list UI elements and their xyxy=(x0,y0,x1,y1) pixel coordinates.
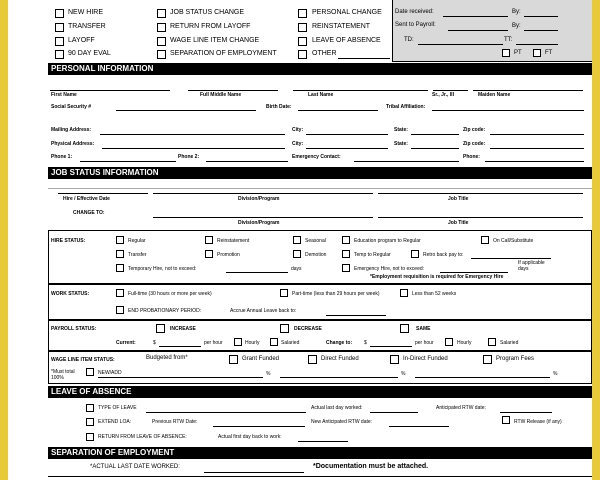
return-from-leave-label: RETURN FROM LEAVE OF ABSENCE: xyxy=(98,434,187,440)
change-pay-line[interactable] xyxy=(370,346,412,347)
wage-line-status-label: WAGE LINE ITEM STATUS: xyxy=(51,357,115,363)
actual-last-day-label: Actual last day worked: xyxy=(311,405,363,411)
previous-rtw-label: Previous RTW Date: xyxy=(152,419,198,425)
phone1-label: Phone 1: xyxy=(51,154,73,160)
current-per-hour-label: per hour xyxy=(204,340,223,346)
personal-change-label: PERSONAL CHANGE xyxy=(312,9,382,16)
job-status-change-label: JOB STATUS CHANGE xyxy=(170,9,245,16)
pct-label-3: % xyxy=(553,371,558,377)
mailing-address-line[interactable] xyxy=(100,134,285,135)
full-time-checkbox[interactable] xyxy=(116,289,124,297)
first-name-label: First Name xyxy=(51,92,77,98)
increase-checkbox[interactable] xyxy=(156,324,165,333)
type-of-leave-line[interactable] xyxy=(146,412,306,413)
demotion-label: Demotion xyxy=(305,252,327,258)
type-of-leave-checkbox[interactable] xyxy=(86,404,94,412)
ft-label: FT xyxy=(545,50,553,56)
leave-of-absence-header: LEAVE OF ABSENCE xyxy=(48,386,592,398)
pt-checkbox[interactable] xyxy=(502,49,510,57)
last-name-line[interactable] xyxy=(293,90,428,91)
payroll-status-box xyxy=(48,320,592,351)
reinstatement-hire-label: Reinstatement xyxy=(217,238,250,244)
change-division-line[interactable] xyxy=(153,217,373,218)
work-status-box xyxy=(48,284,592,320)
type-of-leave-label: TYPE OF LEAVE xyxy=(98,405,137,411)
same-label: SAME xyxy=(416,326,431,332)
leave-of-absence-checkbox[interactable] xyxy=(298,37,307,46)
pt-label: PT xyxy=(514,50,522,56)
90-day-eval-label: 90 DAY EVAL xyxy=(68,50,111,57)
mailing-city-line[interactable] xyxy=(306,134,388,135)
temp-to-regular-label: Temp to Regular xyxy=(354,252,391,258)
grant-funded-label: Grant Funded xyxy=(242,356,280,362)
90-day-eval-checkbox[interactable] xyxy=(55,50,64,59)
division-label: Division/Program xyxy=(238,196,280,202)
mailing-city-label: City: xyxy=(292,127,304,133)
suffix-line[interactable] xyxy=(433,90,468,91)
by-line-1[interactable] xyxy=(524,16,558,17)
wage-line-item-change-checkbox[interactable] xyxy=(157,37,166,46)
physical-city-line[interactable] xyxy=(306,148,388,149)
change-salaried-label: Salaried xyxy=(500,340,519,346)
wage-line-1[interactable] xyxy=(98,377,263,378)
personal-change-checkbox[interactable] xyxy=(298,9,307,18)
emergency-hire-checkbox[interactable] xyxy=(342,264,350,272)
job-row-divider xyxy=(48,188,592,189)
less-than-52-label: Less than 52 weeks xyxy=(412,291,457,297)
emergency-hire-label: Emergency Hire, not to exceed: xyxy=(354,266,425,272)
current-hourly-checkbox[interactable] xyxy=(234,338,242,346)
new-anticipated-line[interactable] xyxy=(389,426,449,427)
job-status-change-checkbox[interactable] xyxy=(157,9,166,18)
physical-address-line[interactable] xyxy=(102,148,285,149)
job-title-label: Job Title xyxy=(448,196,469,202)
reinstatement-hire-checkbox[interactable] xyxy=(205,236,213,244)
current-pay-line[interactable] xyxy=(159,346,201,347)
last-date-worked-label: *ACTUAL LAST DATE WORKED: xyxy=(90,464,180,470)
wage-line-3[interactable] xyxy=(415,377,550,378)
hire-date-line[interactable] xyxy=(58,193,148,194)
separation-of-employment-label: SEPARATION OF EMPLOYMENT xyxy=(170,50,277,57)
part-time-checkbox[interactable] xyxy=(280,289,288,297)
temporary-hire-days-label: days xyxy=(291,266,302,272)
transfer-hire-checkbox[interactable] xyxy=(116,250,124,258)
physical-state-line[interactable] xyxy=(411,148,459,149)
reinstatement-label: REINSTATEMENT xyxy=(312,23,371,30)
date-received-label: Date received: xyxy=(395,9,434,15)
current-label: Current: xyxy=(116,340,136,346)
physical-zip-label: Zip code: xyxy=(463,141,486,147)
last-date-worked-line[interactable] xyxy=(204,472,304,473)
physical-address-label: Physical Address: xyxy=(51,141,95,147)
promotion-checkbox[interactable] xyxy=(205,250,213,258)
emergency-phone-line[interactable] xyxy=(485,161,584,162)
new-anticipated-label: New Anticipated RTW date: xyxy=(311,419,373,425)
mailing-state-label: State: xyxy=(394,127,408,133)
documentation-note: *Documentation must be attached. xyxy=(313,463,429,470)
new-hire-label: NEW HIRE xyxy=(68,9,103,16)
pct-label-2: % xyxy=(401,371,406,377)
must-total-note: *Must total 100% xyxy=(51,369,75,381)
tt-label: TT: xyxy=(504,37,513,43)
regular-checkbox[interactable] xyxy=(116,236,124,244)
suffix-label: Sr., Jr., III xyxy=(432,92,454,98)
new-hire-checkbox[interactable] xyxy=(55,9,64,18)
transfer-label: TRANSFER xyxy=(68,23,106,30)
hire-status-label: HIRE STATUS: xyxy=(51,238,86,244)
physical-state-label: State: xyxy=(394,141,408,147)
demotion-checkbox[interactable] xyxy=(293,250,301,258)
new-add-label: NEW/ADD xyxy=(98,370,122,376)
mailing-zip-label: Zip code: xyxy=(463,127,486,133)
program-fees-label: Program Fees xyxy=(496,356,535,362)
separation-of-employment-checkbox[interactable] xyxy=(157,50,166,59)
hire-date-label: Hire / Effective Date xyxy=(63,196,110,202)
return-from-layoff-checkbox[interactable] xyxy=(157,23,166,32)
temp-to-regular-checkbox[interactable] xyxy=(342,250,350,258)
return-from-leave-checkbox[interactable] xyxy=(86,433,94,441)
education-program-checkbox[interactable] xyxy=(342,236,350,244)
rtw-release-label: RTW Release (if any) xyxy=(514,419,562,425)
retro-back-pay-checkbox[interactable] xyxy=(411,250,419,258)
current-hourly-label: Hourly xyxy=(245,340,260,346)
first-day-back-line[interactable] xyxy=(298,441,348,442)
anticipated-rtw-label: Anticipated RTW date: xyxy=(436,405,486,411)
bottom-border xyxy=(48,476,592,477)
maiden-name-label: Maiden Name xyxy=(478,92,511,98)
promotion-label: Promotion xyxy=(217,252,240,258)
first-day-back-label: Actual first day back to work: xyxy=(218,434,282,440)
emergency-phone-label: Phone: xyxy=(463,154,480,160)
mailing-zip-line[interactable] xyxy=(490,134,584,135)
change-job-title-line[interactable] xyxy=(378,217,583,218)
separation-header: SEPARATION OF EMPLOYMENT xyxy=(48,447,592,459)
if-applicable-note: If applicable xyxy=(518,260,545,266)
change-hourly-label: Hourly xyxy=(457,340,472,346)
change-dollar-label: $ xyxy=(364,340,367,346)
phone2-line[interactable] xyxy=(206,161,288,162)
leave-of-absence-label: LEAVE OF ABSENCE xyxy=(312,37,381,44)
extend-loa-label: EXTEND LOA: xyxy=(98,419,132,425)
current-dollar-label: $ xyxy=(153,340,156,346)
phone1-line[interactable] xyxy=(80,161,176,162)
extend-loa-checkbox[interactable] xyxy=(86,418,94,426)
change-job-title-label: Job Title xyxy=(448,220,469,226)
personnel-action-form xyxy=(8,0,592,480)
middle-name-line[interactable] xyxy=(188,90,278,91)
grant-funded-checkbox[interactable] xyxy=(229,355,238,364)
other-label: OTHER xyxy=(312,50,337,57)
end-probation-checkbox[interactable] xyxy=(116,306,124,314)
budgeted-from-label: Budgeted from* xyxy=(146,355,188,361)
less-than-52-checkbox[interactable] xyxy=(400,289,408,297)
temporary-hire-label: Temporary Hire, not to exceed: xyxy=(128,266,197,272)
reinstatement-checkbox[interactable] xyxy=(298,23,307,32)
work-status-label: WORK STATUS: xyxy=(51,291,90,297)
division-line[interactable] xyxy=(153,193,373,194)
decrease-checkbox[interactable] xyxy=(280,324,289,333)
temporary-hire-days-line[interactable] xyxy=(226,272,288,273)
physical-zip-line[interactable] xyxy=(490,148,584,149)
emergency-hire-note: *Employment requisition is required for Emergency Hire xyxy=(370,274,504,280)
physical-city-label: City: xyxy=(292,141,304,147)
tt-line[interactable] xyxy=(516,44,558,45)
accrue-leave-label: Accrue Annual Leave back to: xyxy=(230,308,297,314)
anticipated-rtw-line[interactable] xyxy=(500,412,552,413)
birth-date-label: Birth Date: xyxy=(266,104,292,110)
change-per-hour-label: per hour xyxy=(415,340,434,346)
last-name-label: Last Name xyxy=(308,92,334,98)
new-add-checkbox[interactable] xyxy=(86,368,94,376)
ft-checkbox[interactable] xyxy=(533,49,541,57)
ssn-label: Social Security # xyxy=(51,104,92,110)
date-received-line[interactable] xyxy=(443,16,508,17)
by-line-2[interactable] xyxy=(524,30,558,31)
ssn-line[interactable] xyxy=(116,110,256,111)
change-to-label: CHANGE TO: xyxy=(73,210,105,216)
other-line[interactable] xyxy=(338,58,390,59)
personal-information-header: PERSONAL INFORMATION xyxy=(48,63,592,75)
retro-back-pay-line[interactable] xyxy=(471,258,551,259)
increase-label: INCREASE xyxy=(170,326,196,332)
job-status-header: JOB STATUS INFORMATION xyxy=(48,167,592,179)
indirect-funded-label: In-Direct Funded xyxy=(403,356,448,362)
td-label: TD: xyxy=(404,37,414,43)
direct-funded-checkbox[interactable] xyxy=(308,355,317,364)
program-fees-checkbox[interactable] xyxy=(483,355,492,364)
change-salaried-checkbox[interactable] xyxy=(488,338,496,346)
emergency-hire-days-label: days xyxy=(518,266,529,272)
job-title-line[interactable] xyxy=(378,193,583,194)
maiden-name-line[interactable] xyxy=(473,90,583,91)
previous-rtw-line[interactable] xyxy=(213,426,305,427)
seasonal-checkbox[interactable] xyxy=(293,236,301,244)
end-probation-label: END PROBATIONARY PERIOD: xyxy=(128,308,202,314)
decrease-label: DECREASE xyxy=(294,326,322,332)
change-to-pay-label: Change to: xyxy=(326,340,353,346)
birth-date-line[interactable] xyxy=(298,110,378,111)
on-call-label: On Call/Substitute xyxy=(493,238,534,244)
wage-line-2[interactable] xyxy=(280,377,398,378)
return-from-layoff-label: RETURN FROM LAYOFF xyxy=(170,23,251,30)
tribal-line[interactable] xyxy=(432,110,584,111)
phone2-label: Phone 2: xyxy=(178,154,200,160)
mailing-address-label: Mailing Address: xyxy=(51,127,92,133)
current-salaried-label: Salaried xyxy=(281,340,300,346)
emergency-contact-label: Emergency Contact: xyxy=(292,154,341,160)
actual-last-day-line[interactable] xyxy=(370,412,418,413)
on-call-checkbox[interactable] xyxy=(481,236,489,244)
by-label-1: By: xyxy=(512,9,521,15)
td-line[interactable] xyxy=(418,44,503,45)
direct-funded-label: Direct Funded xyxy=(321,356,359,362)
accrue-leave-line[interactable] xyxy=(326,315,386,316)
pct-label-1: % xyxy=(266,371,271,377)
emergency-contact-line[interactable] xyxy=(354,161,459,162)
first-name-line[interactable] xyxy=(50,90,170,91)
tribal-label: Tribal Affiliation: xyxy=(386,104,426,110)
by-label-2: By: xyxy=(512,23,521,29)
transfer-checkbox[interactable] xyxy=(55,23,64,32)
temporary-hire-checkbox[interactable] xyxy=(116,264,124,272)
layoff-checkbox[interactable] xyxy=(55,37,64,46)
regular-label: Regular xyxy=(128,238,146,244)
payroll-status-label: PAYROLL STATUS: xyxy=(51,326,97,332)
change-hourly-checkbox[interactable] xyxy=(445,338,453,346)
current-salaried-checkbox[interactable] xyxy=(270,338,278,346)
seasonal-label: Seasonal xyxy=(305,238,326,244)
sent-to-payroll-label: Sent to Payroll: xyxy=(395,22,436,28)
part-time-label: Part-time (less than 29 hours per week) xyxy=(292,291,380,297)
wage-line-item-change-label: WAGE LINE ITEM CHANGE xyxy=(170,37,260,44)
middle-name-label: Full Middle Name xyxy=(200,92,242,98)
rtw-release-checkbox[interactable] xyxy=(502,416,510,424)
sent-to-payroll-line[interactable] xyxy=(448,30,508,31)
same-checkbox[interactable] xyxy=(400,324,409,333)
mailing-state-line[interactable] xyxy=(411,134,459,135)
transfer-hire-label: Transfer xyxy=(128,252,147,258)
indirect-funded-checkbox[interactable] xyxy=(390,355,399,364)
emergency-hire-days-line[interactable] xyxy=(440,272,508,273)
full-time-label: Full-time (30 hours or more per week) xyxy=(128,291,212,297)
retro-back-pay-label: Retro back pay to: xyxy=(423,252,464,258)
layoff-label: LAYOFF xyxy=(68,37,95,44)
change-division-label: Division/Program xyxy=(238,220,280,226)
other-checkbox[interactable] xyxy=(298,50,307,59)
education-program-label: Education program to Regular xyxy=(354,238,421,244)
